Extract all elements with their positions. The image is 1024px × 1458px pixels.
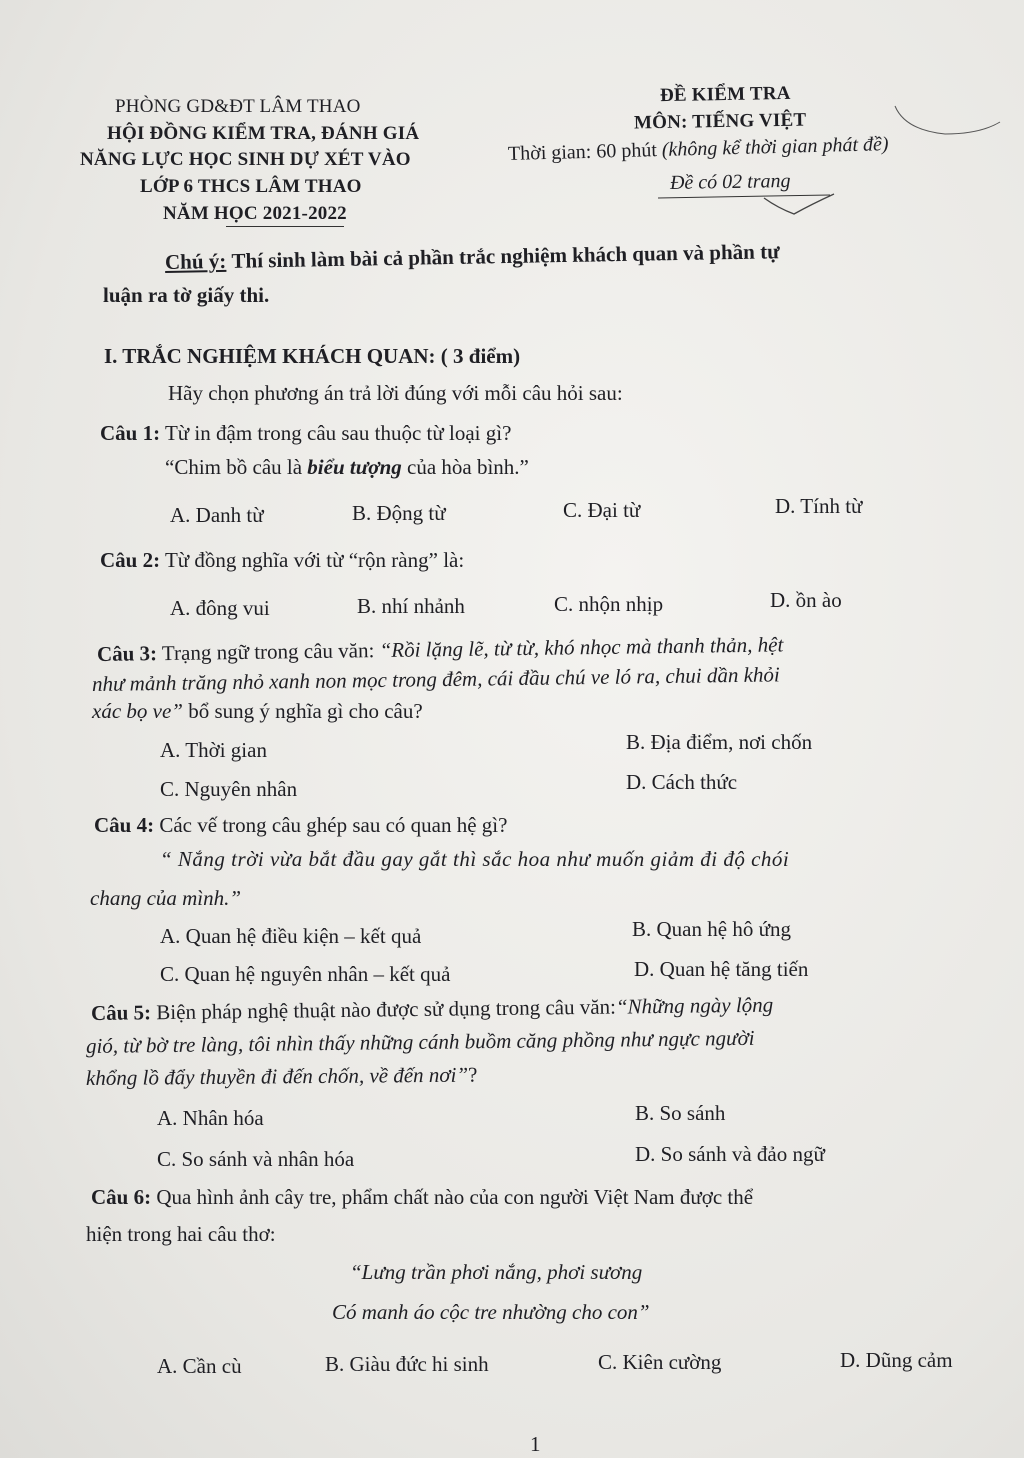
council-name: HỘI ĐỒNG KIỂM TRA, ĐÁNH GIÁ	[107, 123, 420, 144]
grade-school: LỚP 6 THCS LÂM THAO	[140, 176, 362, 197]
page-number: 1	[530, 1432, 541, 1456]
q2-option-c[interactable]: C. nhộn nhịp	[554, 592, 664, 616]
pen-tick-mark	[760, 190, 840, 220]
section-instruction: Hãy chọn phương án trả lời đúng với mỗi câu hỏi sau:	[168, 381, 623, 405]
q2-option-d[interactable]: D. ồn ào	[770, 588, 842, 612]
pen-curve-mark	[885, 100, 1005, 140]
q2-option-b[interactable]: B. nhí nhảnh	[357, 594, 465, 618]
council-purpose: NĂNG LỰC HỌC SINH DỰ XÉT VÀO	[80, 149, 411, 170]
note-line-2: luận ra tờ giấy thi.	[103, 283, 270, 307]
q3-option-b[interactable]: B. Địa điểm, nơi chốn	[626, 730, 813, 754]
q5-option-b[interactable]: B. So sánh	[635, 1101, 726, 1125]
q4-option-d[interactable]: D. Quan hệ tăng tiến	[634, 957, 809, 981]
q4-option-c[interactable]: C. Quan hệ nguyên nhân – kết quả	[160, 962, 451, 986]
q6-option-d[interactable]: D. Dũng cảm	[840, 1348, 953, 1372]
poem-line-1: “Lưng trần phơi nắng, phơi sương	[350, 1260, 643, 1284]
question-4: Câu 4: Các vế trong câu ghép sau có quan hệ gì?	[94, 813, 508, 837]
section-title: I. TRẮC NGHIỆM KHÁCH QUAN: ( 3 điểm)	[104, 344, 521, 368]
question-5-quote-3: khổng lồ đẩy thuyền đi đến chốn, về đến nơi”?	[85, 1062, 478, 1090]
q3-option-d[interactable]: D. Cách thức	[626, 770, 738, 794]
exam-subject: MÔN: TIẾNG VIỆT	[633, 109, 807, 134]
q1-option-d[interactable]: D. Tính từ	[775, 494, 863, 518]
q6-option-a[interactable]: A. Cần cù	[157, 1354, 242, 1378]
question-2: Câu 2: Từ đồng nghĩa với từ “rộn ràng” là:	[100, 548, 465, 572]
q6-option-c[interactable]: C. Kiên cường	[598, 1350, 722, 1374]
q6-option-b[interactable]: B. Giàu đức hi sinh	[325, 1352, 489, 1376]
exam-time: Thời gian: 60 phút (không kể thời gian phát đề)	[507, 133, 889, 165]
question-3-quote-3: xác bọ ve” bổ sung ý nghĩa gì cho câu?	[92, 699, 423, 723]
q4-option-b[interactable]: B. Quan hệ hô ứng	[632, 917, 791, 941]
dept-name: PHÒNG GD&ĐT LÂM THAO	[115, 96, 361, 117]
q1-option-b[interactable]: B. Động từ	[352, 501, 446, 525]
question-5: Câu 5: Biện pháp nghệ thuật nào được sử dụng trong câu văn:“Những ngày lộng	[90, 992, 774, 1025]
question-1: Câu 1: Từ in đậm trong câu sau thuộc từ loại gì?	[100, 421, 512, 445]
question-3: Câu 3: Trạng ngữ trong câu văn: “Rồi lặng lẽ, từ từ, khó nhọc mà thanh thản, hệt	[96, 632, 784, 666]
question-6: Câu 6: Qua hình ảnh cây tre, phẩm chất nào của con người Việt Nam được thể	[91, 1185, 754, 1209]
question-5-quote-2: gió, từ bờ tre làng, tôi nhìn thấy những cánh buồm căng phồng như ngực người	[85, 1025, 755, 1058]
q5-option-a[interactable]: A. Nhân hóa	[157, 1106, 264, 1130]
question-6-line-2: hiện trong hai câu thơ:	[86, 1222, 276, 1246]
question-4-quote-2: chang của mình.”	[90, 886, 242, 910]
poem-line-2: Có manh áo cộc tre nhường cho con”	[332, 1300, 650, 1324]
q3-option-c[interactable]: C. Nguyên nhân	[160, 777, 298, 801]
question-4-quote-1: “ Nắng trời vừa bắt đầu gay gắt thì sắc hoa như muốn giảm đi độ chói	[160, 847, 790, 871]
question-3-quote-2: như mảnh trăng nhỏ xanh non mọc trong đêm, cái đầu chú ve ló ra, chui dần khỏi	[91, 662, 780, 696]
page-count: Đề có 02 trang	[669, 169, 791, 195]
q1-option-c[interactable]: C. Đại từ	[563, 498, 641, 522]
q5-option-c[interactable]: C. So sánh và nhân hóa	[157, 1147, 355, 1171]
q4-option-a[interactable]: A. Quan hệ điều kiện – kết quả	[160, 924, 422, 948]
exam-title: ĐỀ KIỂM TRA	[659, 82, 791, 107]
q5-option-d[interactable]: D. So sánh và đảo ngữ	[635, 1142, 825, 1166]
note-line-1: Chú ý: Thí sinh làm bài cả phần trắc nghiệm khách quan và phần tự	[164, 239, 780, 274]
school-year: NĂM HỌC 2021-2022	[163, 203, 347, 224]
q2-option-a[interactable]: A. đông vui	[170, 596, 270, 620]
q3-option-a[interactable]: A. Thời gian	[160, 738, 267, 762]
q1-option-a[interactable]: A. Danh từ	[170, 503, 264, 527]
header-underline	[226, 226, 344, 227]
question-1-quote: “Chim bồ câu là biểu tượng của hòa bình.”	[165, 455, 529, 479]
